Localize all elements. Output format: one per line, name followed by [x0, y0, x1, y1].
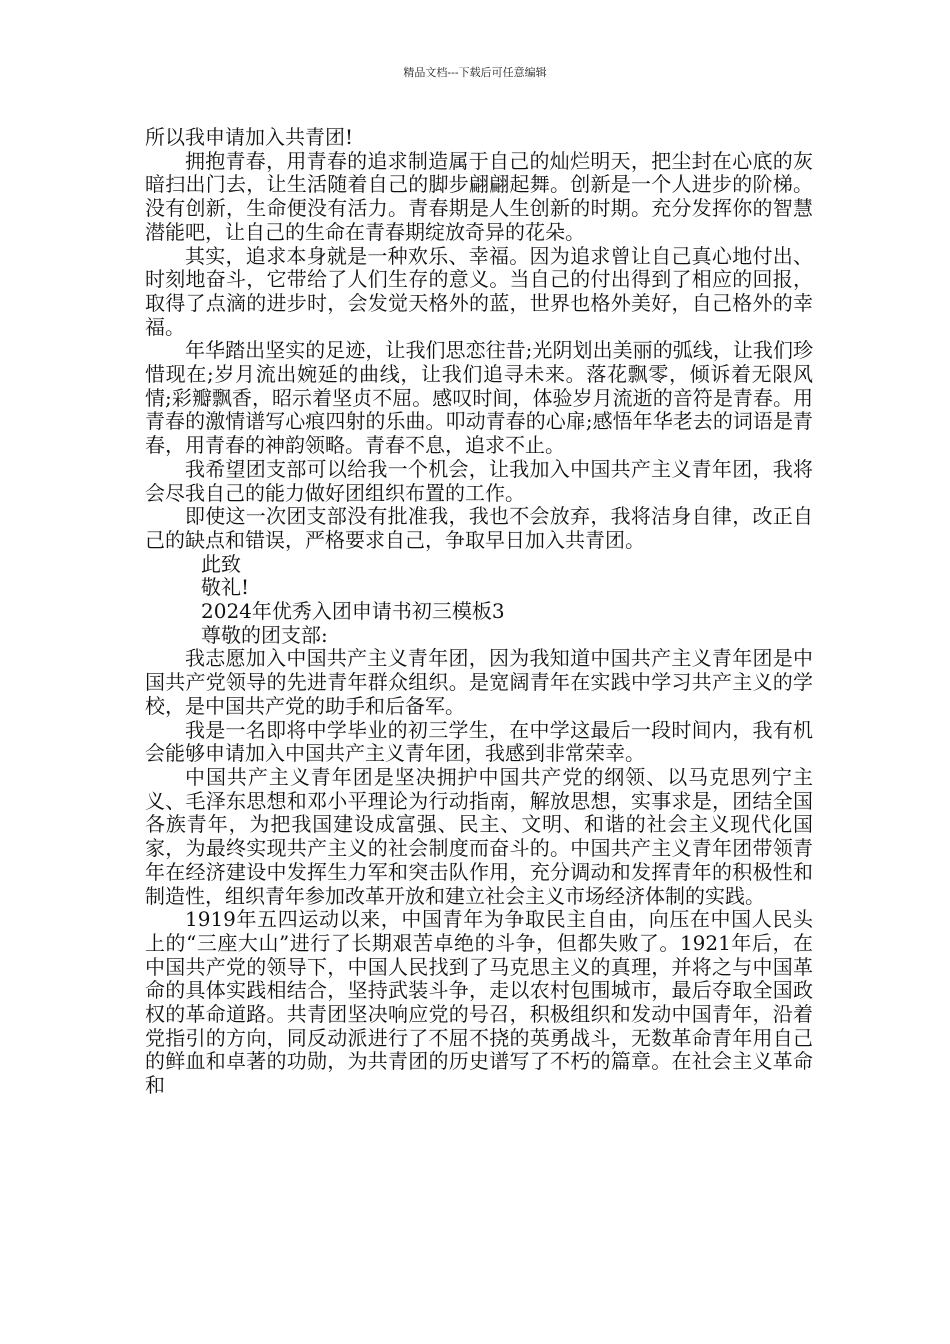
page-header: 精品文档---下载后可任意编辑 — [403, 66, 547, 79]
paragraph: 我志愿加入中国共产主义青年团，因为我知道中国共产主义青年团是中国共产党领导的先进青年群众组织。是宽阔青年在实践中学习共产主义的学校，是中国共产党的助手和后备军。 — [145, 646, 813, 718]
letter-greeting: 尊敬的团支部: — [201, 622, 328, 647]
closing-salutation: 敬礼! — [201, 575, 250, 600]
paragraph: 1919年五四运动以来，中国青年为争取民主自由，向压在中国人民头上的“三座大山”进行了长期艰苦卓绝的斗争，但都失败了。1921年后，在中国共产党的领导下，中国人民找到了马克思主义的真理，并将之与中国革命的具体实践相结合，坚持武装斗争，走以农村包围城市，最后夺取全国政权的革命道路。共青团坚决响应党的号召，积极组织和发动中国青年，沿着党指引的方向，同反动派进行了不屈不挠的英勇战斗，无数革命青年用自己的鲜血和卓著的功勋，为共青团的历史谱写了不朽的篇章。在社会主义革命和 — [145, 907, 813, 1098]
closing-salutation: 此致 — [201, 551, 241, 576]
document-body — [145, 126, 813, 1098]
paragraph: 年华踏出坚实的足迹，让我们思恋往昔;光阴划出美丽的弧线，让我们珍惜现在;岁月流出婉延的曲线，让我们追寻未来。落花飘零，倾诉着无限风情;彩瓣飘香，昭示着坚贞不屈。感叹时间，体验岁月流逝的音符是青春。用青春的激情谱写心痕四射的乐曲。叩动青春的心扉;感悟年华老去的词语是青春，用青春的神韵领略。青春不息，追求不止。 — [145, 338, 813, 458]
paragraph: 中国共产主义青年团是坚决拥护中国共产党的纲领、以马克思列宁主义、毛泽东思想和邓小平理论为行动指南，解放思想，实事求是，团结全国各族青年，为把我国建设成富强、民主、文明、和谐的社会主义现代化国家，为最终实现共产主义的社会制度而奋斗的。中国共产主义青年团带领青年在经济建设中发挥生力军和突击队作用，充分调动和发挥青年的积极性和制造性，组织青年参加改革开放和建立社会主义市场经济体制的实践。 — [145, 764, 813, 908]
section-title: 2024年优秀入团申请书初三模板3 — [201, 599, 505, 624]
paragraph: 我希望团支部可以给我一个机会，让我加入中国共产主义青年团，我将会尽我自己的能力做好团组织布置的工作。 — [145, 456, 813, 505]
paragraph: 我是一名即将中学毕业的初三学生，在中学这最后一段时间内，我有机会能够申请加入中国共产主义青年团，我感到非常荣幸。 — [145, 717, 813, 766]
paragraph: 即使这一次团支部没有批准我，我也不会放弃，我将洁身自律，改正自己的缺点和错误，严格要求自己，争取早日加入共青团。 — [145, 504, 813, 552]
paragraph: 拥抱青春，用青春的追求制造属于自己的灿烂明天，把尘封在心底的灰暗扫出门去，让生活随着自己的脚步翩翩起舞。创新是一个人进步的阶梯。没有创新，生命便没有活力。青春期是人生创新的时期。充分发挥你的智慧潜能吧，让自己的生命在青春期绽放奇异的花朵。 — [145, 148, 813, 244]
paragraph: 其实，追求本身就是一种欢乐、幸福。因为追求曾让自己真心地付出、时刻地奋斗，它带给了人们生存的意义。当自己的付出得到了相应的回报，取得了点滴的进步时，会发觉天格外的蓝，世界也格外美好，自己格外的幸福。 — [145, 243, 813, 339]
paragraph: 所以我申请加入共青团! — [145, 125, 354, 149]
